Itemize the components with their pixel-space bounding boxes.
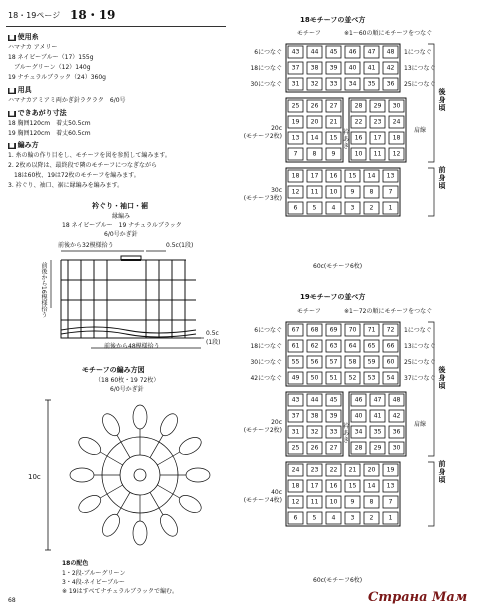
- motif-number: 3: [350, 514, 355, 522]
- motif-number: 6: [293, 204, 298, 212]
- motif-number: 28: [354, 102, 363, 110]
- motif-petal: [176, 434, 204, 458]
- motif-number: 19: [291, 118, 300, 126]
- connect-right-label: 1につなぐ: [404, 49, 432, 56]
- motif-number: 2: [369, 514, 374, 522]
- motif-number: 41: [367, 64, 376, 72]
- motif-number: 31: [291, 428, 300, 436]
- method-line-3: 18は60枚、19は72枚のモチーフを編みます。: [8, 172, 140, 179]
- motif-number: 59: [367, 358, 376, 366]
- motif-number: 47: [373, 396, 382, 404]
- shoulder-label: 肩線: [414, 127, 427, 134]
- motif-number: 21: [348, 466, 357, 474]
- motif-number: 4: [331, 514, 336, 522]
- motif-number: 26: [310, 102, 319, 110]
- front-length-note: (モチーフ4枚): [243, 497, 282, 504]
- motif-number: 9: [331, 150, 336, 158]
- motif-number: 46: [348, 48, 357, 56]
- motif-number: 65: [367, 342, 376, 350]
- motif-number: 16: [329, 172, 338, 180]
- back-body-label: 頃: [438, 104, 446, 112]
- back-body-label: 頃: [438, 382, 446, 390]
- motif-petal: [133, 405, 147, 429]
- front-body-label: 前: [438, 166, 446, 174]
- motif-number: 29: [373, 102, 382, 110]
- layout19-width: 60c(モチーフ6枚): [313, 577, 363, 584]
- connect-right-label: 13につなぐ: [404, 343, 436, 350]
- motif-number: 6: [293, 514, 298, 522]
- page-numbers: 18・19: [70, 8, 116, 22]
- connect-right-label: 37につなぐ: [404, 375, 436, 382]
- motif-number: 68: [310, 326, 319, 334]
- layout18-title: 18モチーフの並べ方: [300, 16, 366, 24]
- motif-number: 61: [291, 342, 300, 350]
- motif-hook: 6/0号かぎ針: [110, 386, 144, 393]
- motif-number: 2: [369, 204, 374, 212]
- motif-number: 8: [369, 188, 374, 196]
- motif-title: モチーフの編み方図: [82, 366, 145, 374]
- materials-brand: ハマナカ アメリー: [8, 44, 58, 51]
- motif-number: 10: [329, 498, 338, 506]
- motif-counts: （18 60枚・19 72枚）: [95, 377, 160, 384]
- motif-number: 58: [348, 358, 357, 366]
- motif-number: 1: [388, 204, 393, 212]
- motif-number: 57: [329, 358, 338, 366]
- motif-number: 24: [291, 466, 300, 474]
- materials-line-1: 18 ネイビーブルー（17）155g: [8, 54, 94, 61]
- motif-number: 18: [291, 172, 300, 180]
- motif-petal: [70, 468, 94, 482]
- edging-rows-1: 0.5c(1段): [166, 242, 194, 249]
- motif-number: 17: [373, 134, 382, 142]
- connect-left-label: 42につなぐ: [250, 375, 282, 382]
- motif-number: 17: [310, 482, 319, 490]
- motif-number: 45: [329, 396, 338, 404]
- motif-number: 46: [354, 396, 363, 404]
- motif-number: 49: [291, 374, 300, 382]
- size-line-1: 18 胸囲120cm 着丈50.5cm: [8, 120, 91, 127]
- motif-number: 30: [392, 102, 401, 110]
- motif-number: 44: [310, 396, 319, 404]
- shoulder-label: 肩線: [414, 421, 427, 428]
- motif-number: 18: [291, 482, 300, 490]
- layout19-note: ※1〜72の順にモチーフをつなぐ: [344, 308, 433, 315]
- motif-number: 10: [354, 150, 363, 158]
- motif-number: 13: [386, 482, 395, 490]
- materials-line-3: 19 ナチュラルブラック（24）360g: [8, 74, 106, 81]
- motif-number: 27: [329, 444, 338, 452]
- edging-hook: 6/0号かぎ針: [104, 231, 138, 238]
- front-length-label: 40c: [271, 489, 282, 496]
- motif-number: 21: [329, 118, 338, 126]
- neck-label: あ: [342, 136, 350, 143]
- front-body-label: 身: [438, 174, 446, 182]
- motif-color-title: 18の配色: [62, 560, 89, 567]
- motif-number: 15: [348, 482, 357, 490]
- motif-number: 40: [348, 64, 357, 72]
- motif-number: 51: [329, 374, 338, 382]
- motif-number: 41: [373, 412, 382, 420]
- motif-number: 31: [291, 80, 300, 88]
- neck-label: 衿: [342, 129, 350, 136]
- motif-number: 25: [291, 102, 300, 110]
- motif-petal: [133, 521, 147, 545]
- back-body-label: 身: [438, 96, 446, 104]
- edging-colors: 18 ネイビーブルー 19 ナチュラルブラック: [62, 222, 182, 229]
- motif-number: 23: [310, 466, 319, 474]
- motif-number: 35: [367, 80, 376, 88]
- size-line-2: 19 胸囲120cm 着丈60.5cm: [8, 130, 91, 137]
- motif-size: 10c: [28, 473, 41, 481]
- motif-petal: [157, 411, 181, 439]
- layout18-note: ※1〜60の順にモチーフをつなぐ: [344, 30, 433, 37]
- motif-number: 30: [392, 444, 401, 452]
- tools-text: ハマナカアミアミ両かぎ針ラクラク 6/0号: [8, 97, 126, 104]
- front-body-label: 頃: [438, 182, 446, 190]
- method-line-4: 3. 衿ぐり、袖口、裾に縁編みを編みます。: [8, 182, 124, 189]
- motif-number: 8: [369, 498, 374, 506]
- motif-number: 52: [348, 374, 357, 382]
- edging-rows-3: (1段): [206, 339, 221, 346]
- method-line-2: 2. 2枚め以降は、最終段で隣のモチーフにつなぎながら: [8, 162, 158, 169]
- materials-title: ■ 使用糸: [9, 33, 39, 41]
- motif-petal: [176, 492, 204, 516]
- edging-label-left: 前後から16模様拾う: [40, 262, 47, 318]
- motif-number: 67: [291, 326, 300, 334]
- motif-number: 66: [386, 342, 395, 350]
- motif-number: 34: [354, 428, 363, 436]
- layout18-motif-label: モチーフ: [297, 30, 321, 37]
- motif-number: 14: [367, 172, 376, 180]
- motif-number: 7: [388, 498, 393, 506]
- connect-left-label: 30につなぐ: [250, 81, 282, 88]
- motif-number: 20: [367, 466, 376, 474]
- front-length-label: 30c: [271, 187, 282, 194]
- motif-petal: [157, 511, 181, 539]
- motif-number: 16: [329, 482, 338, 490]
- motif-number: 18: [392, 134, 401, 142]
- neck-label: 衿: [342, 423, 350, 430]
- motif-number: 37: [291, 412, 300, 420]
- size-title: ■ できあがり寸法: [9, 109, 67, 117]
- motif-number: 23: [373, 118, 382, 126]
- motif-petal: [76, 434, 104, 458]
- side-length-note: (モチーフ2枚): [243, 427, 282, 434]
- motif-number: 42: [392, 412, 401, 420]
- motif-number: 9: [350, 498, 355, 506]
- motif-number: 7: [293, 150, 298, 158]
- motif-number: 10: [329, 188, 338, 196]
- motif-number: 19: [386, 466, 395, 474]
- motif-number: 42: [386, 64, 395, 72]
- motif-number: 54: [386, 374, 395, 382]
- motif-petal: [76, 492, 104, 516]
- motif-number: 53: [367, 374, 376, 382]
- motif-number: 39: [329, 64, 338, 72]
- motif-number: 72: [386, 326, 395, 334]
- motif-number: 35: [373, 428, 382, 436]
- layout18-grid: [236, 38, 480, 274]
- edging-sub: 縁編み: [112, 213, 131, 220]
- motif-color-1: 1・2段-ブルーグリーン: [62, 570, 126, 577]
- motif-number: 38: [310, 412, 319, 420]
- motif-number: 20: [310, 118, 319, 126]
- motif-number: 11: [310, 498, 319, 506]
- motif-number: 45: [329, 48, 338, 56]
- side-length-label: 20c: [271, 419, 282, 426]
- motif-number: 33: [329, 428, 338, 436]
- tools-title: ■ 用具: [9, 86, 32, 94]
- motif-number: 7: [388, 188, 393, 196]
- motif-number: 12: [392, 150, 401, 158]
- layout19-grid: [236, 316, 480, 586]
- connect-left-label: 18につなぐ: [250, 65, 282, 72]
- front-body-label: 頃: [438, 476, 446, 484]
- motif-number: 29: [373, 444, 382, 452]
- connect-left-label: 6につなぐ: [254, 327, 282, 334]
- motif-number: 70: [348, 326, 357, 334]
- connect-left-label: 18につなぐ: [250, 343, 282, 350]
- layout18-width: 60c(モチーフ6枚): [313, 263, 363, 270]
- motif-number: 50: [310, 374, 319, 382]
- motif-number: 48: [386, 48, 395, 56]
- motif-number: 44: [310, 48, 319, 56]
- motif-number: 48: [392, 396, 401, 404]
- front-body-label: 身: [438, 468, 446, 476]
- page-ref: 18・19ページ: [8, 11, 61, 20]
- motif-number: 55: [291, 358, 300, 366]
- neck-label: き: [342, 143, 350, 150]
- front-body-label: 前: [438, 460, 446, 468]
- motif-number: 43: [291, 396, 300, 404]
- watermark: Страна Мам: [368, 590, 468, 605]
- motif-number: 16: [354, 134, 363, 142]
- side-length-note: (モチーフ2枚): [243, 133, 282, 140]
- motif-number: 37: [291, 64, 300, 72]
- motif-number: 60: [386, 358, 395, 366]
- motif-number: 4: [331, 204, 336, 212]
- neck-label: あ: [342, 430, 350, 437]
- motif-color-2: 3・4段-ネイビーブルー: [62, 579, 125, 586]
- connect-left-label: 30につなぐ: [250, 359, 282, 366]
- motif-number: 11: [373, 150, 382, 158]
- motif-number: 43: [291, 48, 300, 56]
- motif-number: 32: [310, 428, 319, 436]
- motif-number: 12: [291, 188, 300, 196]
- page-number: 68: [8, 597, 16, 604]
- layout19-title: 19モチーフの並べ方: [300, 293, 366, 301]
- motif-number: 32: [310, 80, 319, 88]
- motif-petal: [186, 468, 210, 482]
- neck-label: き: [342, 437, 350, 444]
- motif-number: 3: [350, 204, 355, 212]
- motif-number: 14: [310, 134, 319, 142]
- motif-number: 5: [312, 204, 317, 212]
- header-rule: [6, 26, 226, 27]
- materials-line-2: ブルーグリーン（12）140g: [8, 64, 91, 71]
- motif-number: 38: [310, 64, 319, 72]
- motif-number: 64: [348, 342, 357, 350]
- motif-number: 71: [367, 326, 376, 334]
- motif-number: 9: [350, 188, 355, 196]
- motif-number: 12: [291, 498, 300, 506]
- motif-petal: [99, 411, 123, 439]
- motif-number: 56: [310, 358, 319, 366]
- motif-number: 39: [329, 412, 338, 420]
- motif-number: 40: [354, 412, 363, 420]
- body-bracket: [428, 322, 434, 526]
- layout19-motif-label: モチーフ: [297, 308, 321, 315]
- motif-number: 15: [348, 172, 357, 180]
- back-body-label: 後: [438, 88, 446, 96]
- motif-number: 22: [329, 466, 338, 474]
- motif-petal: [99, 511, 123, 539]
- motif-number: 25: [291, 444, 300, 452]
- motif-number: 27: [329, 102, 338, 110]
- motif-number: 13: [386, 172, 395, 180]
- motif-number: 62: [310, 342, 319, 350]
- motif-number: 17: [310, 172, 319, 180]
- motif-number: 11: [310, 188, 319, 196]
- motif-number: 22: [354, 118, 363, 126]
- back-body-label: 後: [438, 366, 446, 374]
- connect-right-label: 13につなぐ: [404, 65, 436, 72]
- motif-number: 5: [312, 514, 317, 522]
- motif-number: 47: [367, 48, 376, 56]
- motif-color-3: ※ 19はすべてナチュラルブラックで編む。: [62, 588, 178, 595]
- connect-left-label: 6につなぐ: [254, 49, 282, 56]
- motif-number: 13: [291, 134, 300, 142]
- motif-number: 63: [329, 342, 338, 350]
- connect-right-label: 25につなぐ: [404, 81, 436, 88]
- connect-right-label: 1につなぐ: [404, 327, 432, 334]
- motif-number: 1: [388, 514, 393, 522]
- method-line-1: 1. 糸の輪の作り目をし、モチーフを図を参照して編みます。: [8, 152, 171, 159]
- motif-number: 36: [392, 428, 401, 436]
- motif-number: 14: [367, 482, 376, 490]
- motif-number: 34: [348, 80, 357, 88]
- side-length-label: 20c: [271, 125, 282, 132]
- edging-rows-2: 0.5c: [206, 330, 219, 337]
- motif-number: 69: [329, 326, 338, 334]
- motif-number: 24: [392, 118, 401, 126]
- motif-number: 8: [312, 150, 317, 158]
- edging-title: 衿ぐり・袖口・裾: [92, 202, 148, 210]
- edging-label-top: 前後から32模様拾う: [58, 242, 114, 249]
- motif-number: 26: [310, 444, 319, 452]
- back-body-label: 身: [438, 374, 446, 382]
- edging-label-bottom: 前後から48模様拾う: [104, 343, 160, 350]
- motif-number: 33: [329, 80, 338, 88]
- front-length-note: (モチーフ3枚): [243, 195, 282, 202]
- motif-number: 15: [329, 134, 338, 142]
- connect-right-label: 25につなぐ: [404, 359, 436, 366]
- motif-number: 28: [354, 444, 363, 452]
- motif-chart: [40, 395, 230, 555]
- method-title: ■ 編み方: [9, 141, 39, 149]
- motif-number: 36: [386, 80, 395, 88]
